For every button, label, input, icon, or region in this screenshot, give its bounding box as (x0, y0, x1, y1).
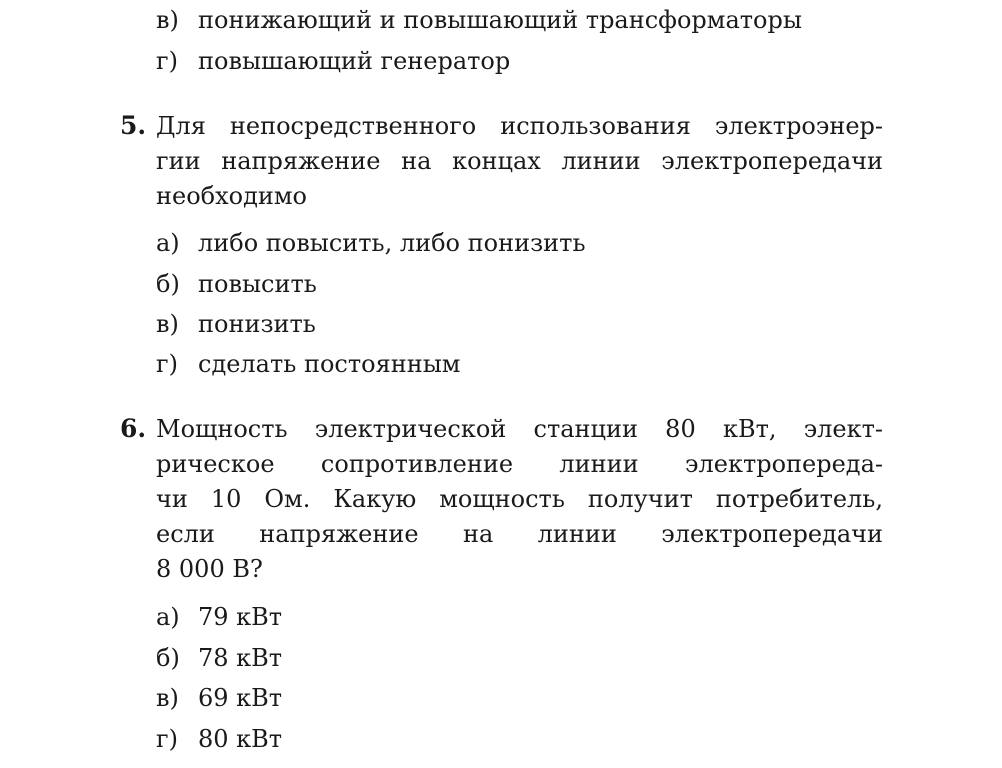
question-6-line-4: если напряжение на линии электропередачи (156, 520, 883, 548)
question-6-line-1: Мощность электрической станции 80 кВт, элект- (156, 415, 883, 443)
option-letter: в) (156, 6, 179, 34)
option-text: 78 кВт (198, 644, 283, 672)
option-text: 80 кВт (198, 725, 283, 753)
option-text: понизить (198, 310, 316, 338)
option-letter: в) (156, 684, 179, 712)
option-letter: г) (156, 47, 178, 75)
option-text: 79 кВт (198, 603, 283, 631)
prev-option-g (156, 46, 510, 76)
question-5-line-2: гии напряжение на концах линии электропередачи (156, 147, 883, 175)
question-5-option-a (156, 228, 586, 258)
option-text: 69 кВт (198, 684, 283, 712)
question-5-option-b (156, 269, 317, 299)
question-6-number: 6. (120, 414, 147, 443)
question-5-line-3: необходимо (156, 182, 307, 210)
question-6-line-5: 8 000 В? (156, 555, 263, 583)
option-letter: в) (156, 310, 179, 338)
option-letter: г) (156, 725, 178, 753)
question-6-line-2: рическое сопротивление линии электропереда- (156, 450, 883, 478)
option-text: понижающий и повышающий трансформаторы (198, 6, 802, 34)
question-6-line-3: чи 10 Ом. Какую мощность получит потребитель, (156, 485, 883, 513)
prev-option-v (156, 5, 802, 35)
option-letter: б) (156, 270, 180, 298)
question-5-option-g (156, 349, 460, 379)
question-5-option-v (156, 309, 316, 339)
option-text: повышающий генератор (198, 47, 511, 75)
question-5-number: 5. (120, 111, 147, 140)
question-6-option-g (156, 724, 282, 754)
option-letter: а) (156, 229, 180, 257)
option-text: повысить (198, 270, 317, 298)
option-letter: б) (156, 644, 180, 672)
question-6-option-b (156, 643, 282, 673)
option-letter: г) (156, 350, 178, 378)
option-text: либо повысить, либо понизить (198, 229, 586, 257)
question-6-option-a (156, 602, 282, 632)
question-5-line-1: Для непосредственного использования электроэнер- (156, 112, 883, 140)
option-text: сделать постоянным (198, 350, 461, 378)
option-letter: а) (156, 603, 180, 631)
question-6-option-v (156, 683, 282, 713)
